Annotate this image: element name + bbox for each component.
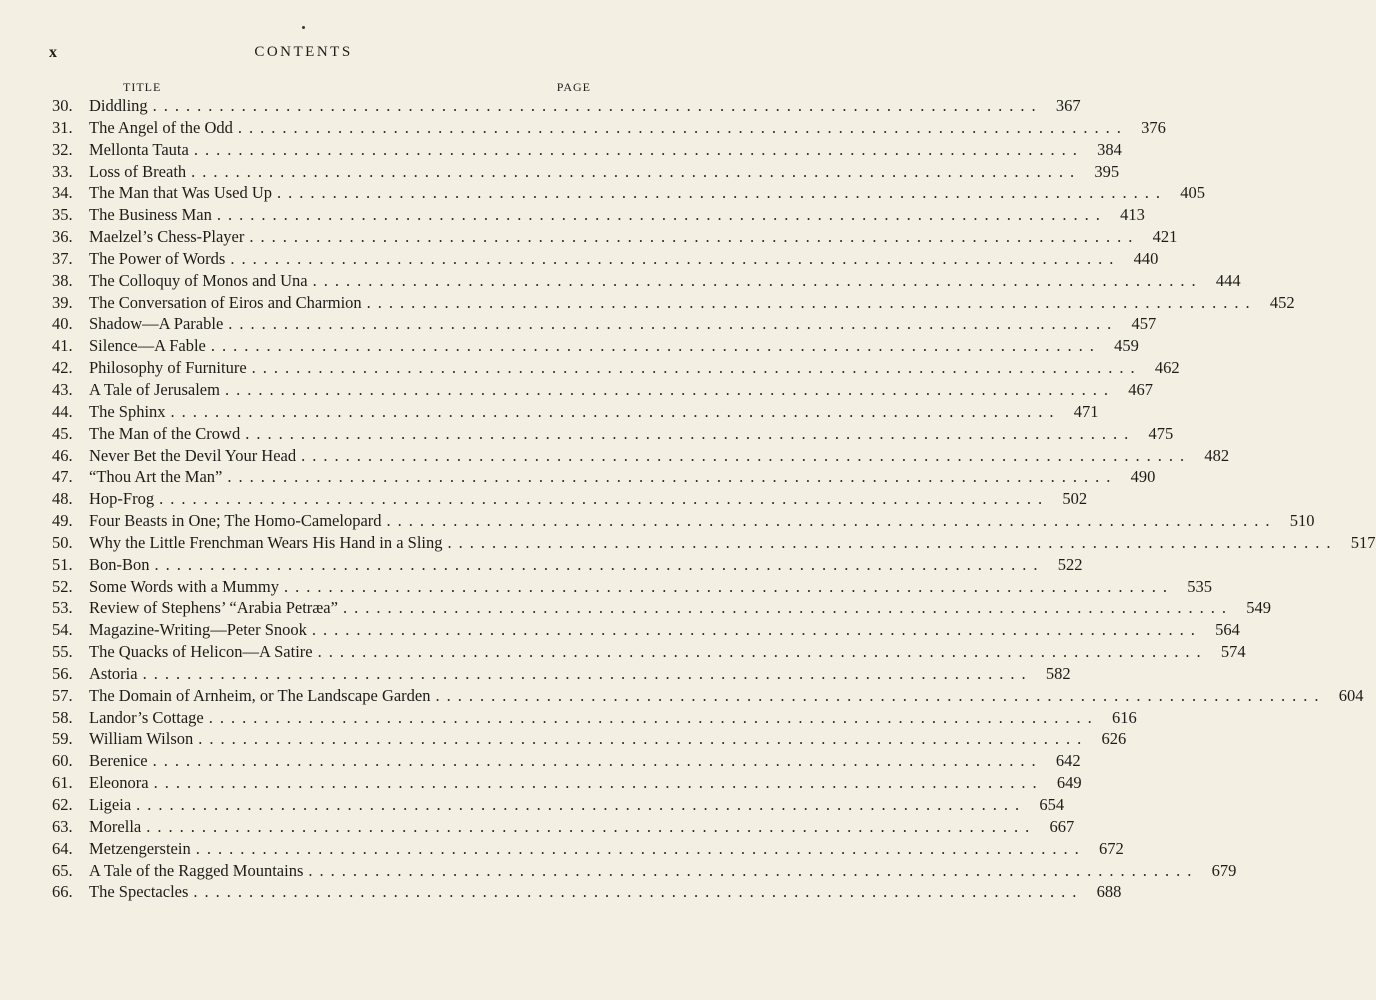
contents-list <box>52 95 1376 903</box>
dot-leader: ................................................................................ <box>159 489 1050 509</box>
entry-title: William Wilson <box>89 729 194 749</box>
dot-leader: ................................................................................ <box>301 445 1192 465</box>
entry-page-number: 459 <box>1114 336 1139 356</box>
entry-page-number: 582 <box>1045 663 1071 683</box>
entry-title: Landor’s Cottage <box>89 707 204 727</box>
entry-page-number: 564 <box>1215 620 1240 640</box>
entry-number: 37. <box>52 248 73 268</box>
entry-title: The Man of the Crowd <box>89 423 241 443</box>
entry-page-number: 517 <box>1350 532 1376 552</box>
entry-number: 33. <box>52 161 73 181</box>
entry-title: Review of Stephens’ “Arabia Petræa” <box>89 598 338 618</box>
entry-number: 56. <box>52 663 73 683</box>
toc-entry[interactable] <box>52 772 1082 794</box>
entry-page-number: 574 <box>1220 642 1246 662</box>
dot-leader: ................................................................................ <box>152 751 1043 771</box>
dot-leader: ................................................................................ <box>224 379 1115 399</box>
entry-number: 42. <box>52 358 73 378</box>
entry-page-number: 482 <box>1204 445 1230 465</box>
entry-page-number: 667 <box>1049 816 1075 836</box>
dot-leader: ................................................................................ <box>136 795 1027 814</box>
toc-entry[interactable] <box>52 816 1075 838</box>
entry-number: 57. <box>52 685 73 705</box>
entry-title: The Sphinx <box>89 401 166 421</box>
column-headers <box>0 80 607 96</box>
entry-number: 61. <box>52 773 73 793</box>
entry-title: The Conversation of Eiros and Charmion <box>89 292 362 312</box>
entry-number: 62. <box>52 795 73 814</box>
dot-leader: ................................................................................ <box>195 838 1086 858</box>
dot-leader: ................................................................................ <box>317 642 1208 662</box>
entry-title: A Tale of Jerusalem <box>89 379 220 399</box>
toc-entry[interactable] <box>52 838 1124 860</box>
dot-leader: ................................................................................ <box>228 314 1119 334</box>
entry-number: 52. <box>52 576 73 596</box>
entry-title: The Business Man <box>89 205 212 225</box>
entry-number: 51. <box>52 554 73 574</box>
entry-title: The Angel of the Odd <box>89 117 233 137</box>
toc-entry[interactable] <box>52 860 1237 882</box>
entry-title: Maelzel’s Chess-Player <box>89 227 245 247</box>
toc-entry[interactable] <box>52 641 1246 663</box>
dot-leader: ................................................................................ <box>386 511 1277 531</box>
toc-entry[interactable] <box>52 794 1065 816</box>
entry-number: 32. <box>52 139 73 159</box>
entry-number: 48. <box>52 489 73 509</box>
entry-page-number: 384 <box>1097 139 1122 159</box>
entry-number: 53. <box>52 598 73 618</box>
entry-number: 65. <box>52 860 73 880</box>
entry-page-number: 672 <box>1098 838 1124 858</box>
toc-entry[interactable] <box>52 881 1122 903</box>
toc-entry[interactable] <box>52 248 1159 270</box>
entry-number: 54. <box>52 620 73 640</box>
toc-entry[interactable] <box>52 204 1145 226</box>
toc-entry[interactable] <box>52 597 1271 619</box>
dot-leader: ................................................................................ <box>210 336 1101 356</box>
dot-leader: ................................................................................ <box>193 139 1084 159</box>
entry-title: Philosophy of Furniture <box>89 358 247 378</box>
toc-entry[interactable] <box>52 576 1212 598</box>
dot-leader: ................................................................................ <box>170 401 1061 421</box>
entry-title: The Man that Was Used Up <box>89 183 273 203</box>
entry-page-number: 421 <box>1152 227 1178 247</box>
entry-number: 41. <box>52 336 73 356</box>
toc-entry[interactable] <box>52 423 1174 445</box>
entry-title: Four Beasts in One; The Homo-Camelopard <box>89 511 382 531</box>
toc-entry[interactable] <box>52 182 1206 204</box>
entry-page-number: 395 <box>1094 161 1120 181</box>
entry-number: 40. <box>52 314 73 334</box>
entry-page-number: 522 <box>1057 554 1083 574</box>
entry-number: 64. <box>52 838 73 858</box>
entry-title: The Quacks of Helicon—A Satire <box>89 642 313 662</box>
toc-entry[interactable] <box>52 707 1137 729</box>
entry-number: 38. <box>52 270 73 290</box>
entry-page-number: 405 <box>1180 183 1206 203</box>
dot-leader: ................................................................................ <box>198 729 1089 749</box>
entry-number: 43. <box>52 379 73 399</box>
dot-leader: ................................................................................ <box>230 248 1121 268</box>
entry-title: Loss of Breath <box>89 161 187 181</box>
dot-leader: ................................................................................ <box>312 270 1203 290</box>
entry-page-number: 654 <box>1039 795 1065 814</box>
entry-page-number: 549 <box>1246 598 1271 618</box>
title-column-header: TITLE <box>123 80 162 94</box>
entry-number: 55. <box>52 642 73 662</box>
entry-number: 46. <box>52 445 73 465</box>
entry-number: 49. <box>52 511 73 531</box>
dot-leader: ................................................................................ <box>251 358 1142 378</box>
toc-entry[interactable] <box>52 619 1240 641</box>
entry-title: The Power of Words <box>89 248 226 268</box>
dot-leader: ................................................................................ <box>237 117 1128 137</box>
entry-title: Eleonora <box>89 773 149 793</box>
toc-entry[interactable] <box>52 313 1157 335</box>
entry-page-number: 510 <box>1289 511 1315 531</box>
entry-page-number: 413 <box>1120 205 1145 225</box>
entry-page-number: 616 <box>1111 707 1137 727</box>
entry-title: Metzengerstein <box>89 838 191 858</box>
dot-leader: ................................................................................ <box>283 576 1174 596</box>
entry-number: 60. <box>52 751 73 771</box>
toc-entry[interactable] <box>52 357 1180 379</box>
entry-title: Berenice <box>89 751 148 771</box>
entry-title: Magazine-Writing—Peter Snook <box>89 620 307 640</box>
entry-title: Astoria <box>89 663 138 683</box>
dot-leader: ................................................................................ <box>435 685 1326 705</box>
entry-number: 47. <box>52 467 73 487</box>
entry-page-number: 535 <box>1187 576 1212 596</box>
page-column-header: PAGE <box>556 80 591 94</box>
entry-number: 44. <box>52 401 73 421</box>
entry-title: The Colloquy of Monos and Una <box>89 270 308 290</box>
toc-entry[interactable] <box>52 335 1139 357</box>
toc-entry[interactable] <box>52 445 1230 467</box>
toc-entry[interactable] <box>52 510 1315 532</box>
entry-number: 35. <box>52 205 73 225</box>
entry-page-number: 642 <box>1055 751 1081 771</box>
entry-page-number: 457 <box>1131 314 1157 334</box>
entry-page-number: 688 <box>1096 882 1122 902</box>
entry-title: Diddling <box>89 96 148 115</box>
dot-leader: ................................................................................ <box>245 423 1136 443</box>
toc-entry[interactable] <box>52 488 1088 510</box>
running-head <box>0 44 607 66</box>
dot-leader: ................................................................................ <box>308 860 1199 880</box>
entry-number: 63. <box>52 816 73 836</box>
toc-entry[interactable] <box>52 663 1071 685</box>
toc-entry[interactable] <box>52 161 1120 183</box>
toc-entry[interactable] <box>52 532 1376 554</box>
entry-title: A Tale of the Ragged Mountains <box>89 860 304 880</box>
entry-page-number: 462 <box>1154 358 1180 378</box>
entry-title: The Spectacles <box>89 882 189 902</box>
entry-page-number: 649 <box>1056 773 1082 793</box>
entry-number: 31. <box>52 117 73 137</box>
dot-leader: ................................................................................ <box>146 816 1037 836</box>
toc-entry[interactable] <box>52 270 1241 292</box>
entry-title: Never Bet the Devil Your Head <box>89 445 297 465</box>
toc-entry[interactable] <box>52 466 1156 488</box>
toc-entry[interactable] <box>52 685 1364 707</box>
toc-entry[interactable] <box>52 379 1153 401</box>
toc-entry[interactable] <box>52 554 1083 576</box>
entry-page-number: 376 <box>1141 117 1166 137</box>
entry-number: 45. <box>52 423 73 443</box>
entry-title: Morella <box>89 816 142 836</box>
entry-page-number: 452 <box>1269 292 1295 312</box>
dot-leader: ................................................................................ <box>311 620 1202 640</box>
dot-leader: ................................................................................ <box>193 882 1084 902</box>
entry-page-number: 626 <box>1101 729 1127 749</box>
dot-leader: ................................................................................ <box>142 663 1033 683</box>
dot-leader: ................................................................................ <box>249 227 1140 247</box>
entry-number: 30. <box>52 96 73 115</box>
dot-leader: ................................................................................ <box>277 183 1168 203</box>
entry-page-number: 679 <box>1211 860 1237 880</box>
toc-entry[interactable] <box>52 117 1166 139</box>
entry-title: Some Words with a Mummy <box>89 576 279 596</box>
entry-number: 59. <box>52 729 73 749</box>
entry-page-number: 440 <box>1133 248 1159 268</box>
entry-number: 34. <box>52 183 73 203</box>
page-folio: x <box>49 44 58 61</box>
entry-title: Hop-Frog <box>89 489 155 509</box>
entry-title: Mellonta Tauta <box>89 139 189 159</box>
page-title: CONTENTS <box>254 44 353 60</box>
entry-number: 50. <box>52 532 73 552</box>
toc-entry[interactable] <box>52 292 1295 314</box>
entry-page-number: 367 <box>1055 96 1081 115</box>
dot-leader: ................................................................................ <box>342 598 1233 618</box>
toc-entry[interactable] <box>52 139 1122 161</box>
printer-mark-dot <box>302 26 305 29</box>
entry-page-number: 604 <box>1338 685 1364 705</box>
entry-title: Bon-Bon <box>89 554 150 574</box>
dot-leader: ................................................................................ <box>153 773 1044 793</box>
dot-leader: ................................................................................ <box>208 707 1099 727</box>
entry-page-number: 444 <box>1215 270 1241 290</box>
dot-leader: ................................................................................ <box>227 467 1118 487</box>
entry-page-number: 467 <box>1128 379 1153 399</box>
toc-entry[interactable] <box>52 95 1081 117</box>
dot-leader: ................................................................................ <box>447 532 1338 552</box>
toc-entry[interactable] <box>52 401 1099 423</box>
toc-entry[interactable] <box>52 226 1178 248</box>
entry-title: Silence—A Fable <box>89 336 206 356</box>
entry-title: Shadow—A Parable <box>89 314 224 334</box>
entry-title: “Thou Art the Man” <box>89 467 223 487</box>
entry-page-number: 490 <box>1130 467 1156 487</box>
dot-leader: ................................................................................ <box>191 161 1082 181</box>
entry-title: The Domain of Arnheim, or The Landscape Garden <box>89 685 431 705</box>
entry-title: Ligeia <box>89 795 132 814</box>
entry-title: Why the Little Frenchman Wears His Hand in a Sling <box>89 532 443 552</box>
entry-number: 36. <box>52 227 73 247</box>
toc-entry[interactable] <box>52 728 1127 750</box>
dot-leader: ................................................................................ <box>154 554 1045 574</box>
entry-page-number: 502 <box>1062 489 1088 509</box>
entry-number: 58. <box>52 707 73 727</box>
dot-leader: ................................................................................ <box>216 205 1107 225</box>
entry-number: 66. <box>52 882 73 902</box>
entry-number: 39. <box>52 292 73 312</box>
dot-leader: ................................................................................ <box>366 292 1257 312</box>
toc-entry[interactable] <box>52 750 1081 772</box>
dot-leader: ................................................................................ <box>152 96 1043 115</box>
entry-page-number: 475 <box>1148 423 1174 443</box>
entry-page-number: 471 <box>1073 401 1099 421</box>
